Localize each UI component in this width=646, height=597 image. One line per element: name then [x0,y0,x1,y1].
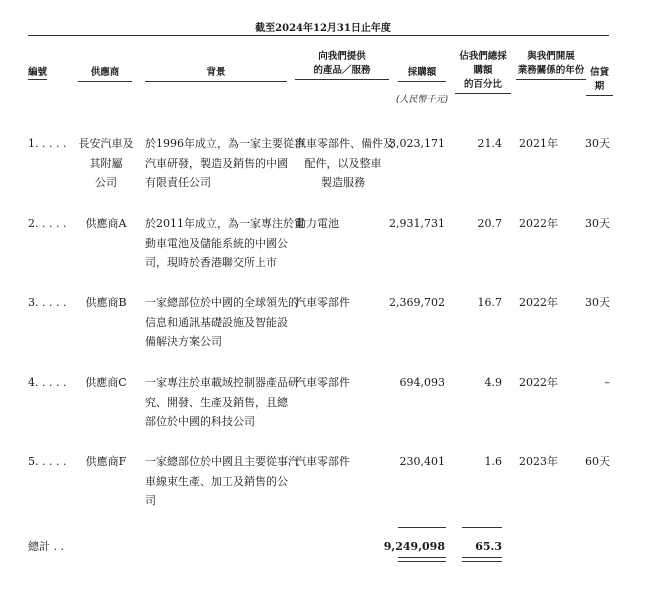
supplier-background-line: 一家總部位於中國且主要從事汽 [145,455,299,468]
header-products: 向我們提供 的產品／服務 [295,50,389,80]
relationship-since: 2022年 [519,296,558,309]
supplier-products-line: 汽車零部件 [295,376,350,389]
supplier-products [295,293,391,313]
credit-period: – [604,376,610,389]
period-title: 截至2024年12月31日止年度 [255,23,391,34]
supplier-background-line: 汽車研發，製造及銷售的中國 [145,156,288,170]
amount-total-double-rule [398,557,446,562]
supplier-products-line: 動力電池 [295,217,339,230]
supplier-background [145,293,299,352]
purchase-amount: 2,369,702 [389,296,445,309]
purchase-percentage: 16.7 [477,296,502,309]
supplier-name-line: 供應商A [85,217,127,230]
supplier-products-line: 汽車零部件、備件及 [295,137,394,150]
supplier-background [145,373,299,432]
purchase-amount: 3,023,171 [389,137,445,150]
unit-note: (人民幣千元) [395,95,448,105]
pct-subtotal-rule [462,527,502,528]
supplier-background-line: 部位於中國的科技公司 [145,415,255,429]
supplier-background-line: 有限責任公司 [145,176,211,190]
supplier-name-line: 長安汽車及 [78,137,134,150]
header-no: 編號 [28,67,48,78]
relationship-since: 2023年 [519,455,558,468]
row-number: 2. . . . . [28,217,67,230]
header-relationship-since: 與我們開展 業務關係的年份 [516,50,586,80]
supplier-background-line: 一家專注於車載域控制器產品研 [145,376,299,389]
credit-period: 60天 [585,455,610,468]
amount-subtotal-rule [398,527,446,528]
supplier-products [295,452,391,472]
header-background: 背景 [145,66,287,82]
supplier-name [78,293,134,313]
supplier-background-line: 一家總部位於中國的全球領先的 [145,296,299,309]
supplier-products [295,214,391,234]
total-label: 總計 . . [28,540,64,553]
supplier-name-line: 供應商C [85,376,127,389]
supplier-products [295,134,394,193]
purchase-amount: 2,931,731 [389,217,445,230]
purchase-percentage: 20.7 [477,217,502,230]
supplier-name-line: 其附屬 [89,156,123,170]
credit-period: 30天 [585,296,610,309]
supplier-products-line: 汽車零部件 [295,296,350,309]
row-number: 3. . . . . [28,296,67,309]
supplier-name [78,134,134,193]
supplier-background-line: 信息和通訊基礎設施及智能設 [145,315,288,329]
purchase-amount: 230,401 [399,455,445,468]
credit-period: 30天 [585,137,610,150]
supplier-background [145,452,299,511]
relationship-since: 2022年 [519,376,558,389]
supplier-background-line: 究、開發、生產及銷售，且總 [145,395,288,409]
total-percentage: 65.3 [475,540,502,553]
supplier-background-line: 於1996年成立，為一家主要從事 [145,137,305,150]
supplier-products-line: 配件，以及整車 [304,156,382,170]
supplier-name [78,373,134,393]
relationship-since: 2022年 [519,217,558,230]
supplier-name-line: 公司 [95,176,117,190]
purchase-percentage: 1.6 [484,455,502,468]
purchase-amount: 694,093 [399,376,445,389]
header-credit-period: 信貸期 [586,66,613,96]
supplier-background [145,134,305,193]
supplier-products [295,373,391,393]
supplier-name [78,214,134,234]
supplier-name [78,452,134,472]
purchase-percentage: 4.9 [484,376,502,389]
supplier-background-line: 司 [145,494,156,508]
relationship-since: 2021年 [519,137,558,150]
row-number: 1. . . . . [28,137,67,150]
supplier-background-line: 動車電池及儲能系統的中國公 [145,236,288,250]
header-supplier: 供應商 [78,66,132,82]
top-rule [28,35,609,36]
supplier-background-line: 備解決方案公司 [145,335,222,349]
pct-total-double-rule [462,557,502,562]
supplier-background [145,214,305,273]
row-number: 4. . . . . [28,376,67,389]
supplier-background-line: 於2011年成立，為一家專注於電 [145,217,305,230]
purchase-percentage: 21.4 [477,137,502,150]
header-purchase-amount: 採購額 [398,66,446,82]
supplier-name-line: 供應商F [85,455,127,468]
credit-period: 30天 [585,217,610,230]
supplier-background-line: 車線束生產、加工及銷售的公 [145,474,288,488]
header-percentage: 佔我們總採購額 的百分比 [455,50,511,94]
row-number: 5. . . . . [28,455,67,468]
supplier-name-line: 供應商B [85,296,127,309]
supplier-background-line: 司，現時於香港聯交所上市 [145,256,277,270]
total-amount: 9,249,098 [383,540,445,553]
supplier-products-line: 汽車零部件 [295,455,350,468]
supplier-products-line: 製造服務 [321,176,365,190]
